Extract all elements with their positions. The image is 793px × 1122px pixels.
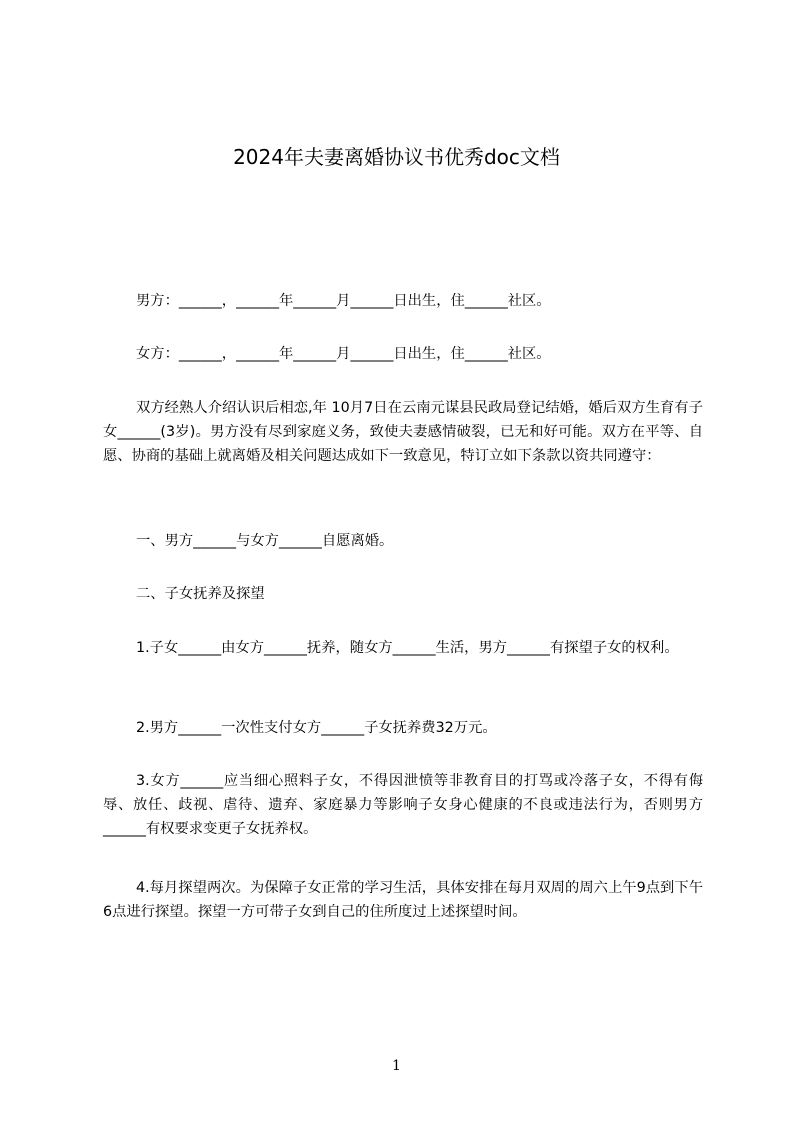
document-title: 2024年夫妻离婚协议书优秀doc文档 <box>233 145 560 169</box>
clause-2-item-4: 4.每月探望两次。为保障子女正常的学习生活，具体安排在每月双周的周六上午9点到下午6点进行探望。探望一方可带子女到自己的住所度过上述探望时间。 <box>103 880 703 920</box>
clause-1-divorce: 一、男方______与女方______自愿离婚。 <box>136 533 394 549</box>
paragraph-male-party: 男方：______，______年______月______日出生，住______社区。 <box>136 293 551 309</box>
clause-2-item-2: 2.男方______一次性支付女方______子女抚养费32万元。 <box>136 720 497 736</box>
clause-2-item-3: 3.女方______应当细心照料子女，不得因泄愤等非教育目的打骂或冷落子女，不得有侮辱、放任、歧视、虐待、遗弃、家庭暴力等影响子女身心健康的不良或违法行为，否则男方______有权要求变更子女抚养权。 <box>103 773 703 837</box>
clause-2-item-1: 1.子女______由女方______抚养，随女方______生活，男方______有探望子女的权利。 <box>136 640 679 656</box>
paragraph-background: 双方经熟人介绍认识后相恋,年 10月7日在云南元谋县民政局登记结婚，婚后双方生育有子女______(3岁)。男方没有尽到家庭义务，致使夫妻感情破裂，已无和好可能。双方在平等、自愿、协商的基础上就离婚及相关问题达成如下一致意见，特订立如下条款以资共同遵守： <box>103 400 703 464</box>
paragraph-female-party: 女方：______，______年______月______日出生，住______社区。 <box>136 346 551 362</box>
page-number: 1 <box>392 1058 401 1074</box>
clause-2-heading: 二、子女抚养及探望 <box>136 586 265 602</box>
